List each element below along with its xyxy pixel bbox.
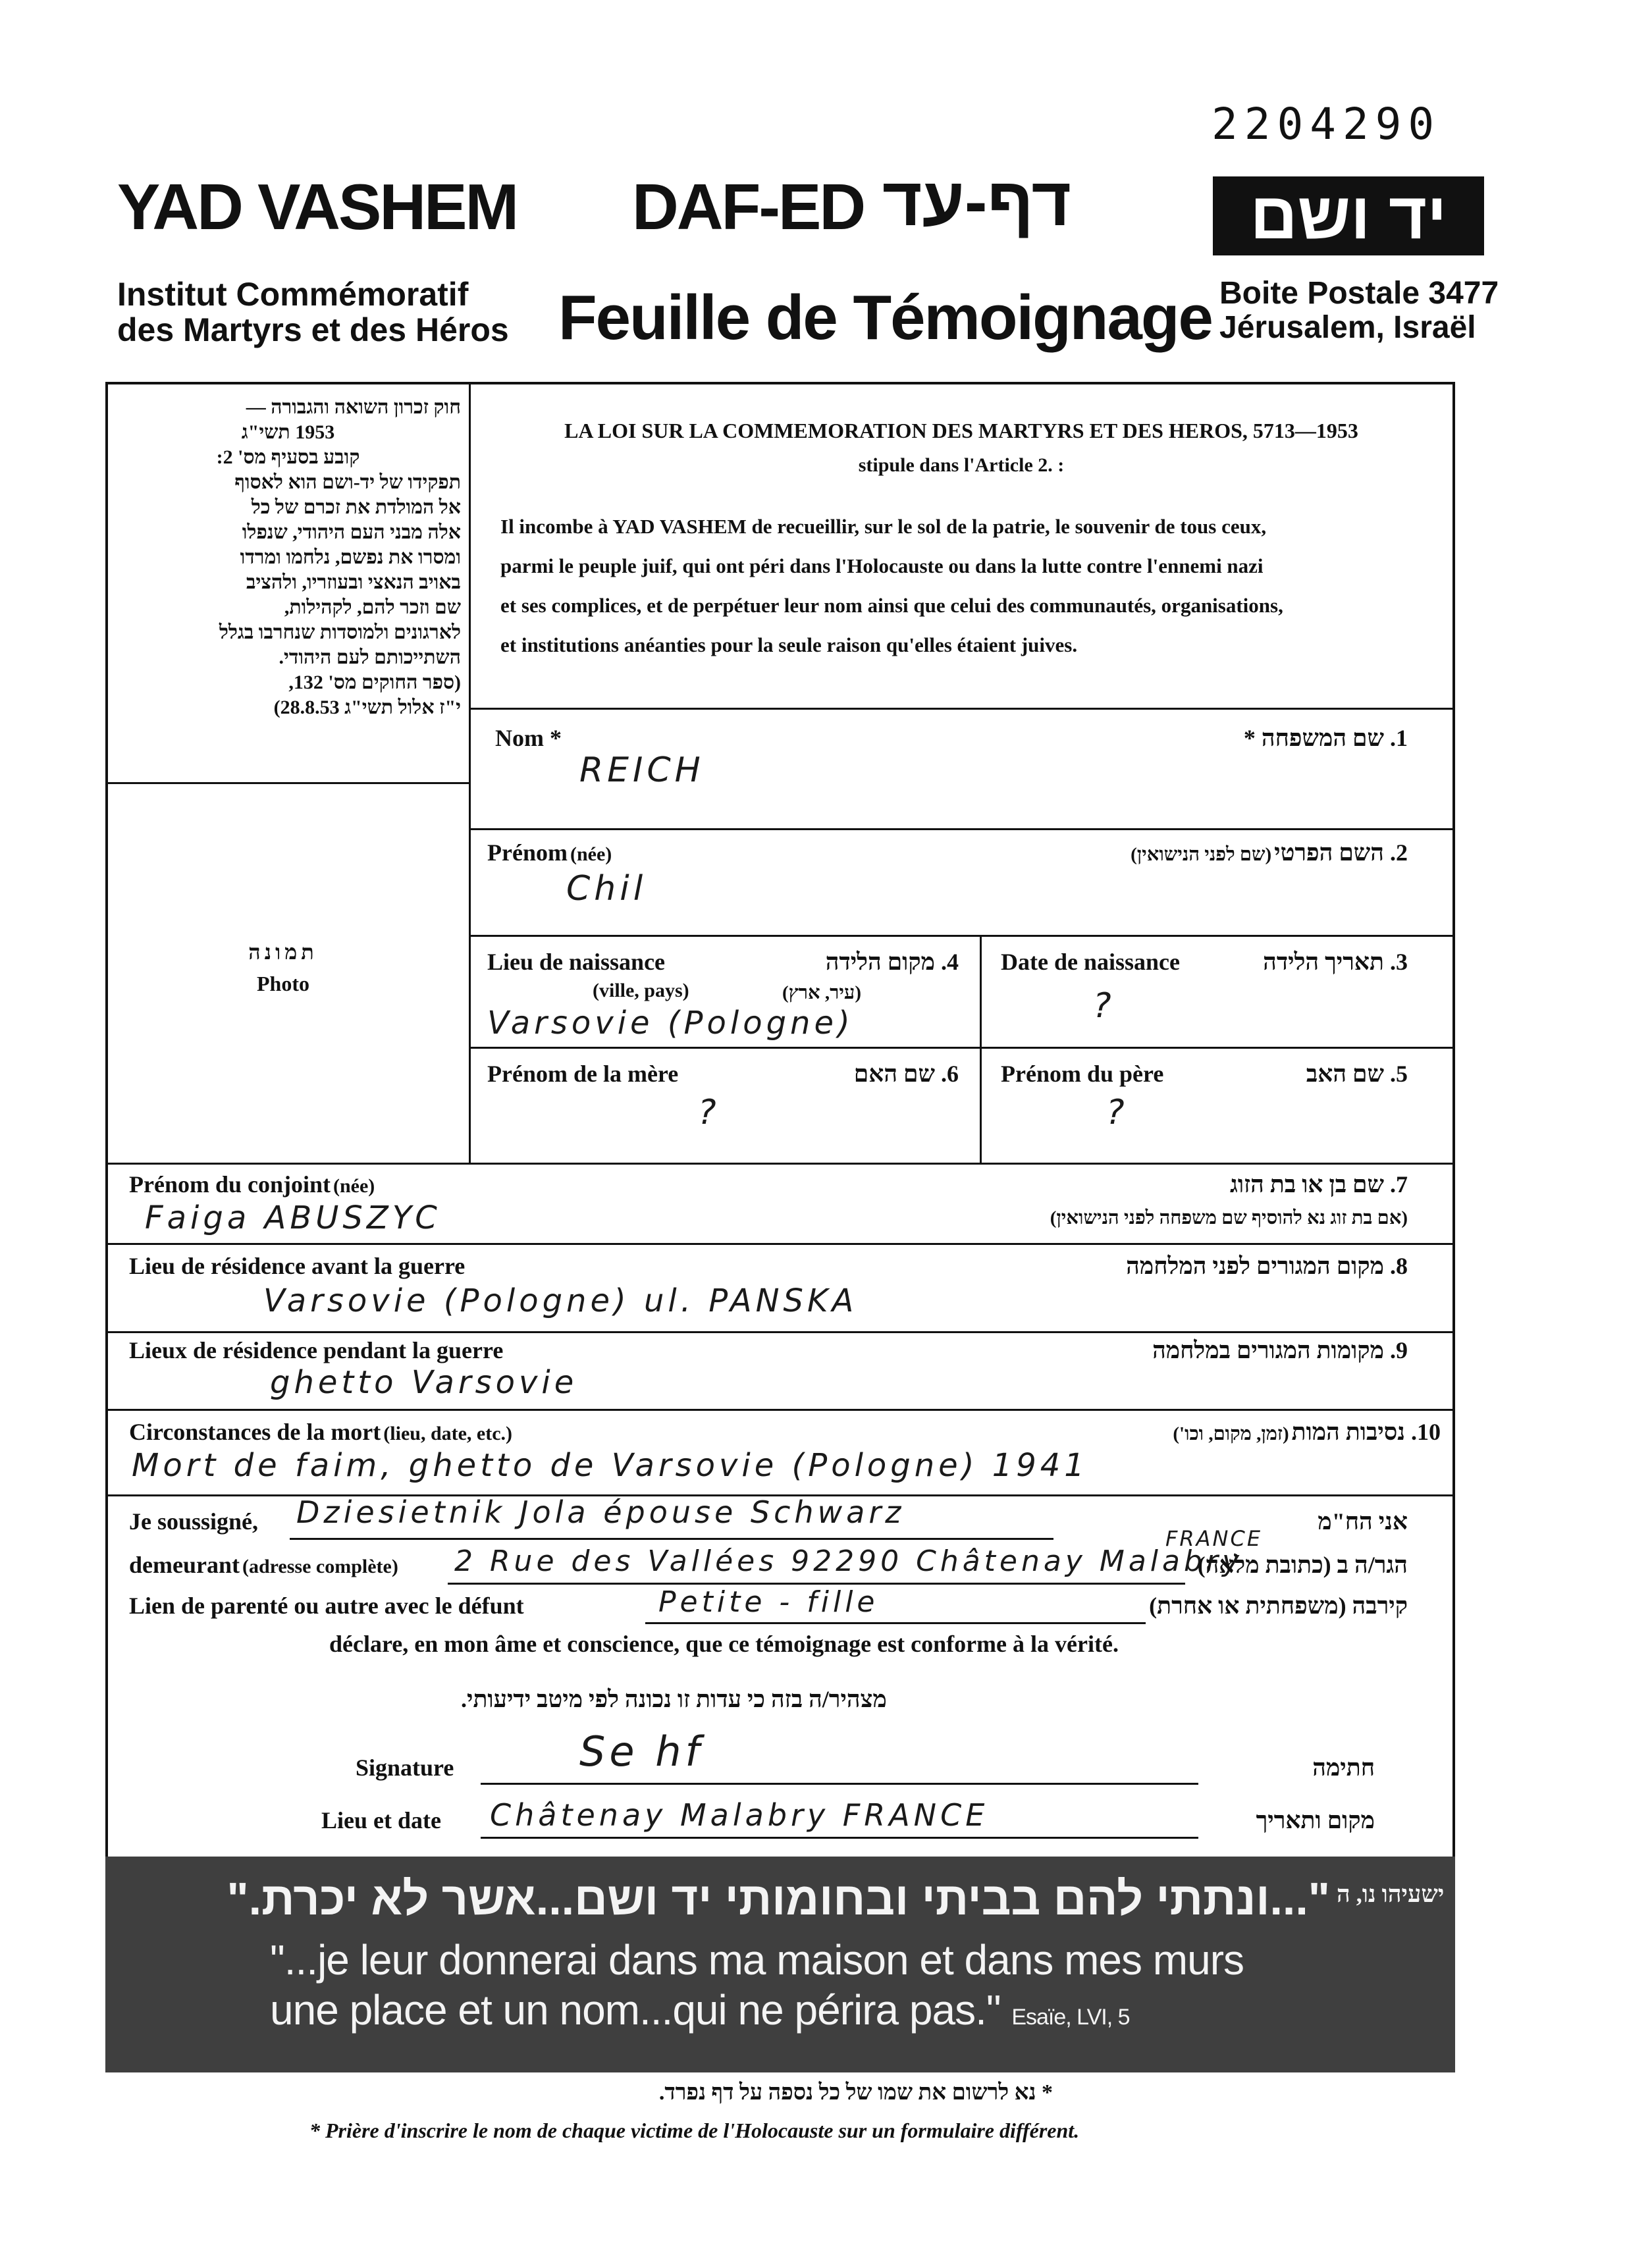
po-city: Jérusalem, Israël — [1219, 310, 1476, 345]
address-underline — [448, 1583, 1185, 1585]
signee-underline — [290, 1538, 1053, 1540]
field-surname-hebrew: 1. שם המשפחה * — [1243, 725, 1408, 751]
field-first-name-note: (née) — [570, 843, 612, 865]
place-date-hebrew: מקום ותאריך — [1256, 1807, 1375, 1833]
institute-line-1: Institut Commémoratif — [117, 276, 469, 313]
witness-address-value[interactable]: 2 Rue des Vallées 92290 Châtenay Malabry — [454, 1544, 1244, 1578]
po-box: Boite Postale 3477 — [1219, 276, 1499, 311]
place-date-value[interactable]: Châtenay Malabry FRANCE — [490, 1797, 989, 1833]
field-death-circumstances-hebrew-note: (זמן, מקום, וכו') — [1173, 1423, 1289, 1444]
field-birthplace-label: Lieu de naissance — [487, 949, 666, 975]
witness-address-label-group — [129, 1551, 398, 1579]
field-death-circumstances-label: Circonstances de la mort — [129, 1419, 381, 1445]
field-surname-value[interactable]: REICH — [579, 751, 705, 790]
law-hebrew-line: תפקידו של יד-ושם הוא לאסוף — [234, 471, 461, 493]
logo-text: יד ושם — [1250, 179, 1447, 253]
law-hebrew-line: חוק זכרון השואה והגבורה — — [246, 396, 461, 418]
law-hebrew-line: ומסרו את נפשם, נלחמו ומרדו — [240, 546, 461, 568]
brand-daf-ed: DAF-ED — [632, 171, 865, 243]
law-hebrew-line: באויב הנאצי ובעוזריו, ולהציב — [246, 571, 461, 593]
field-father-label: Prénom du père — [1001, 1061, 1164, 1087]
banner-quote-french-line-2-text: une place et un nom...qui ne périra pas." — [270, 1986, 1001, 2034]
banner-quote-french-line-1: "...je leur donnerai dans ma maison et dans mes murs — [270, 1936, 1244, 1984]
witness-address-note: (adresse complète) — [242, 1556, 398, 1577]
field-spouse-hebrew: 7. שם בן או בת הזוג — [1230, 1171, 1408, 1198]
law-text-line: parmi le peuple juif, qui ont péri dans l'Holocauste ou dans la lutte contre l'ennemi nazi — [500, 554, 1264, 577]
witness-address-hebrew: הגר/ה ב (כתובת מלאה) — [1197, 1552, 1408, 1578]
signature-label: Signature — [356, 1754, 454, 1781]
law-hebrew-line: (ספר החוקים מס' 132, — [288, 672, 461, 693]
signature-value[interactable]: Se hf — [579, 1727, 704, 1776]
footer-note-french: * Prière d'inscrire le nom de chaque victime de l'Holocauste sur un formulaire différent. — [309, 2119, 1080, 2142]
form-title: Feuille de Témoignage — [558, 282, 1212, 353]
document-number: 2204290 — [1212, 99, 1441, 149]
divider-field-10 — [105, 1409, 1455, 1411]
field-birthplace-hebrew-note: (עיר, ארץ) — [782, 982, 861, 1003]
signature-underline — [481, 1783, 1198, 1785]
field-birthdate-label: Date de naissance — [1001, 949, 1180, 975]
field-birthdate-hebrew: 3. תאריך הלידה — [1263, 949, 1408, 975]
place-date-underline — [481, 1837, 1198, 1839]
banner-ref-hebrew: ישעיהו נו, ה — [1337, 1881, 1445, 1907]
law-hebrew-line: אלה מבני העם היהודי, שנפלו — [242, 521, 461, 543]
signature-hebrew: חתימה — [1312, 1754, 1375, 1781]
field-birthplace-sub: (ville, pays) — [593, 980, 689, 1001]
field-first-name-hebrew-note: (שם לפני הנישואין) — [1131, 844, 1272, 865]
birth-column-divider — [980, 935, 982, 1163]
field-first-name-label: Prénom — [487, 839, 568, 866]
law-hebrew-line: אל המולדת את זכרם של כל — [251, 496, 461, 518]
field-death-circumstances-hebrew-group — [1173, 1418, 1441, 1446]
field-surname-label: Nom * — [495, 725, 562, 751]
law-hebrew-line: לארגונים ולמוסדות שנחרבו בגלל — [219, 621, 461, 643]
field-wartime-residence-label: Lieux de résidence pendant la guerre — [129, 1337, 504, 1363]
field-spouse-label-group — [129, 1171, 375, 1198]
field-first-name-value[interactable]: Chil — [566, 869, 647, 909]
law-hebrew-line: י"ז אלול תשי"ג 28.8.53) — [273, 697, 461, 718]
field-prewar-residence-hebrew: 8. מקום המגורים לפני המלחמה — [1126, 1253, 1408, 1279]
field-death-circumstances-note: (lieu, date, etc.) — [383, 1423, 513, 1444]
law-hebrew-text — [115, 395, 461, 720]
divider-field-9 — [105, 1331, 1455, 1333]
field-wartime-residence-hebrew: 9. מקומות המגורים במלחמה — [1152, 1337, 1408, 1363]
witness-address-label: demeurant — [129, 1552, 240, 1578]
divider-field-3 — [469, 935, 1455, 937]
declaration-text-hebrew: מצהיר/ה בזה כי עדות זו נכונה לפי מיטב ידיעותי. — [461, 1686, 887, 1712]
declaration-text: déclare, en mon âme et conscience, que ce témoignage est conforme à la vérité. — [329, 1631, 1119, 1657]
field-spouse-hebrew-note: (אם בת זוג נא להוסיף שם משפחה לפני הנישואין) — [1050, 1207, 1408, 1228]
institute-line-2: des Martyrs et des Héros — [117, 311, 509, 348]
banner-quote-french-line-2 — [270, 1986, 1130, 2034]
field-prewar-residence-value[interactable]: Varsovie (Pologne) ul. PANSKA — [263, 1282, 858, 1319]
field-father-hebrew: 5. שם האב — [1306, 1061, 1408, 1087]
field-first-name-hebrew-group — [1131, 839, 1408, 866]
field-first-name-hebrew: 2. השם הפרטי — [1274, 839, 1408, 866]
yad-vashem-logo — [1213, 176, 1484, 255]
divider-field-7 — [105, 1163, 1455, 1165]
witness-signee-value[interactable]: Dziesietnik Jola épouse Schwarz — [296, 1494, 905, 1530]
field-spouse-note: (née) — [333, 1175, 375, 1197]
field-prewar-residence-label: Lieu de résidence avant la guerre — [129, 1253, 466, 1279]
witness-signee-hebrew: אני הח"מ — [1318, 1508, 1408, 1535]
law-hebrew-line: שם וזכר להם, לקהילות, — [284, 596, 461, 618]
law-hebrew-divider — [105, 782, 469, 784]
banner-quote-hebrew: "...ונתתי להם בביתי ובחומותי יד ושם...אשר לא יכרת." — [226, 1873, 1330, 1924]
field-mother-hebrew: 6. שם האם — [853, 1061, 959, 1087]
divider-field-2 — [469, 828, 1455, 830]
witness-address-country[interactable]: FRANCE — [1165, 1526, 1263, 1551]
left-column-divider — [469, 382, 471, 1163]
photo-label-hebrew: תמונה — [248, 940, 318, 964]
photo-label: Photo — [257, 972, 309, 995]
brand-yad-vashem: YAD VASHEM — [117, 171, 518, 243]
field-spouse-label: Prénom du conjoint — [129, 1171, 331, 1198]
law-hebrew-line: קובע בסעיף מס' 2: — [216, 446, 360, 468]
field-death-circumstances-label-group — [129, 1418, 512, 1446]
law-text-line: Il incombe à YAD VASHEM de recueillir, sur le sol de la patrie, le souvenir de tous ceux, — [500, 515, 1267, 538]
field-father-value[interactable]: ? — [1106, 1093, 1129, 1132]
place-date-label: Lieu et date — [321, 1807, 441, 1833]
law-text-line: et ses complices, et de perpétuer leur nom ainsi que celui des communautés, organisations, — [500, 594, 1283, 617]
law-text-line: et institutions anéanties pour la seule raison qu'elles étaient juives. — [500, 633, 1078, 656]
relation-underline — [645, 1622, 1146, 1624]
field-birthplace-hebrew: 4. מקום הלידה — [825, 949, 959, 975]
witness-signee-label: Je soussigné, — [129, 1508, 259, 1535]
law-subtitle: stipule dans l'Article 2. : — [858, 454, 1065, 476]
field-birthdate-value[interactable]: ? — [1093, 986, 1115, 1026]
field-first-name-label-group — [487, 839, 612, 866]
field-death-circumstances-hebrew: 10. נסיבות המות — [1291, 1419, 1441, 1445]
witness-relation-value[interactable]: Petite - fille — [658, 1585, 879, 1619]
field-birthplace-value[interactable]: Varsovie (Pologne) — [487, 1005, 854, 1042]
law-title: LA LOI SUR LA COMMEMORATION DES MARTYRS ET DES HEROS, 5713—1953 — [564, 419, 1358, 442]
witness-relation-hebrew: קירבה (משפחתית או אחרת) — [1149, 1593, 1408, 1619]
law-hebrew-line: השתייכותם לעם היהודי. — [279, 646, 461, 668]
field-mother-value[interactable]: ? — [698, 1093, 720, 1132]
quote-banner — [105, 1857, 1455, 2072]
divider-field-5 — [469, 1047, 1455, 1049]
brand-daf-ed-hebrew: דף-עד — [882, 164, 1072, 240]
field-wartime-residence-value[interactable]: ghetto Varsovie — [270, 1364, 578, 1401]
field-mother-label: Prénom de la mère — [487, 1061, 679, 1087]
witness-relation-label: Lien de parenté ou autre avec le défunt — [129, 1593, 524, 1619]
field-spouse-value[interactable]: Faiga ABUSZYC — [145, 1200, 441, 1236]
divider-field-8 — [105, 1243, 1455, 1245]
field-death-circumstances-value[interactable]: Mort de faim, ghetto de Varsovie (Pologne) 1941 — [132, 1447, 1088, 1484]
banner-ref-french: Esaïe, LVI, 5 — [1011, 2005, 1130, 2030]
law-hebrew-line: 1953 תשי"ג — [241, 421, 335, 443]
divider-field-1 — [469, 708, 1455, 710]
footer-note-hebrew: * נא לרשום את שמו של כל נספה על דף נפרד. — [658, 2080, 1053, 2105]
